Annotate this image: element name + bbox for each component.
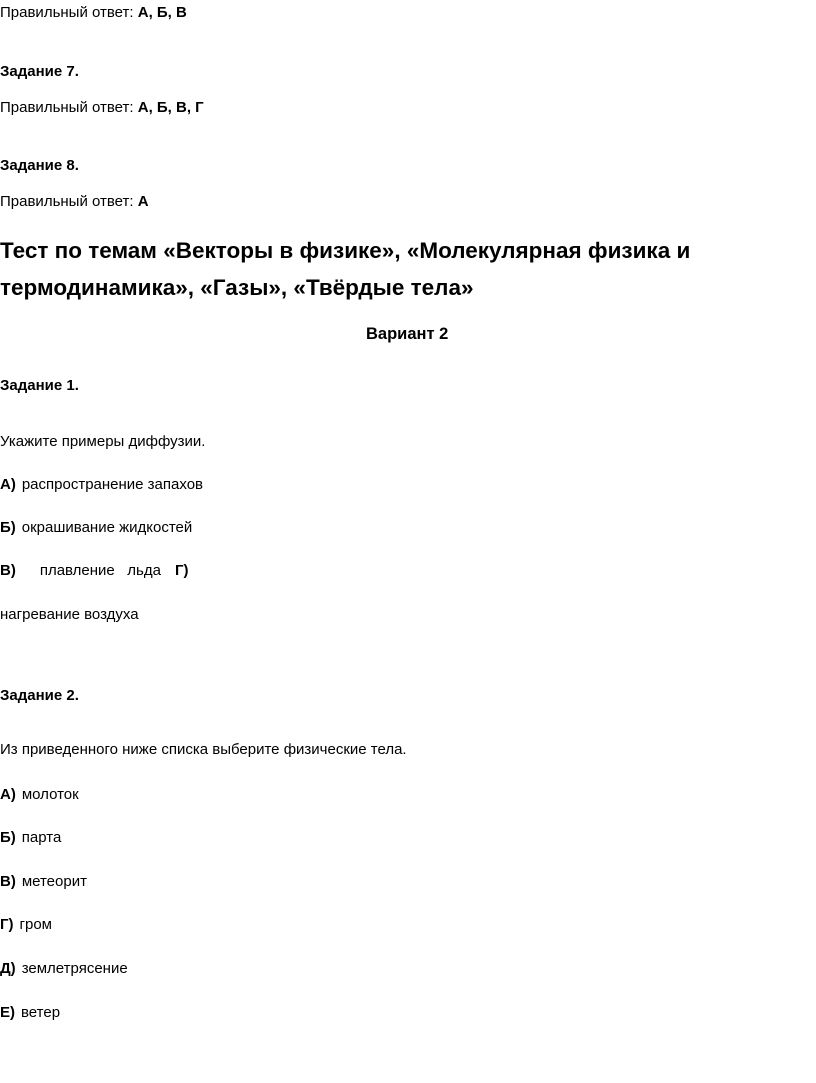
option-text: метеорит <box>21 873 87 890</box>
task-1-option-b <box>0 519 192 537</box>
answer-value: А, Б, В <box>137 4 187 21</box>
task-2-option-c <box>0 873 87 891</box>
option-letter: Б) <box>0 829 16 846</box>
task-2-option-a <box>0 786 79 804</box>
option-letter: А) <box>0 786 16 803</box>
answer-line-7 <box>0 99 204 117</box>
task-2-option-d <box>0 916 52 934</box>
task-2-option-b <box>0 829 61 847</box>
option-text: ветер <box>21 1004 61 1021</box>
task-8-heading: Задание 8. <box>0 157 79 174</box>
option-letter: Д) <box>0 960 16 977</box>
answer-line-8 <box>0 193 149 211</box>
task-1-option-a <box>0 476 203 494</box>
task-2-question: Из приведенного ниже списка выберите физические тела. <box>0 741 407 758</box>
option-letter: Б) <box>0 519 16 536</box>
option-text: парта <box>21 829 62 846</box>
option-letter: В) <box>0 562 16 579</box>
answer-value: А <box>137 193 149 210</box>
answer-label: Правильный ответ: <box>0 4 134 21</box>
task-2-heading: Задание 2. <box>0 687 79 704</box>
option-letter: Е) <box>0 1004 15 1021</box>
option-letter: А) <box>0 476 16 493</box>
option-text: молоток <box>21 786 79 803</box>
answer-label: Правильный ответ: <box>0 99 134 116</box>
variant-heading: Вариант 2 <box>366 325 449 343</box>
task-2-option-e <box>0 960 128 978</box>
test-title-line-1: Тест по темам «Векторы в физике», «Молекулярная физика и <box>0 238 691 263</box>
task-1-option-c-d <box>0 562 188 580</box>
option-text: окрашивание жидкостей <box>21 519 193 536</box>
task-1-option-d-text: нагревание воздуха <box>0 606 139 623</box>
task-1-question: Укажите примеры диффузии. <box>0 433 206 450</box>
option-text: гром <box>19 916 52 933</box>
task-2-option-f <box>0 1004 60 1022</box>
option-letter: В) <box>0 873 16 890</box>
option-text: землетрясение <box>21 960 128 977</box>
option-letter: Г) <box>0 916 14 933</box>
option-letter: Г) <box>174 562 189 579</box>
option-text: распространение запахов <box>21 476 203 493</box>
answer-value: А, Б, В, Г <box>137 99 204 116</box>
task-7-heading: Задание 7. <box>0 63 79 80</box>
test-title-line-2: термодинамика», «Газы», «Твёрдые тела» <box>0 275 474 300</box>
option-text: плавление льда <box>39 562 161 579</box>
answer-label: Правильный ответ: <box>0 193 134 210</box>
task-1-heading: Задание 1. <box>0 377 79 394</box>
answer-line-6 <box>0 4 187 22</box>
